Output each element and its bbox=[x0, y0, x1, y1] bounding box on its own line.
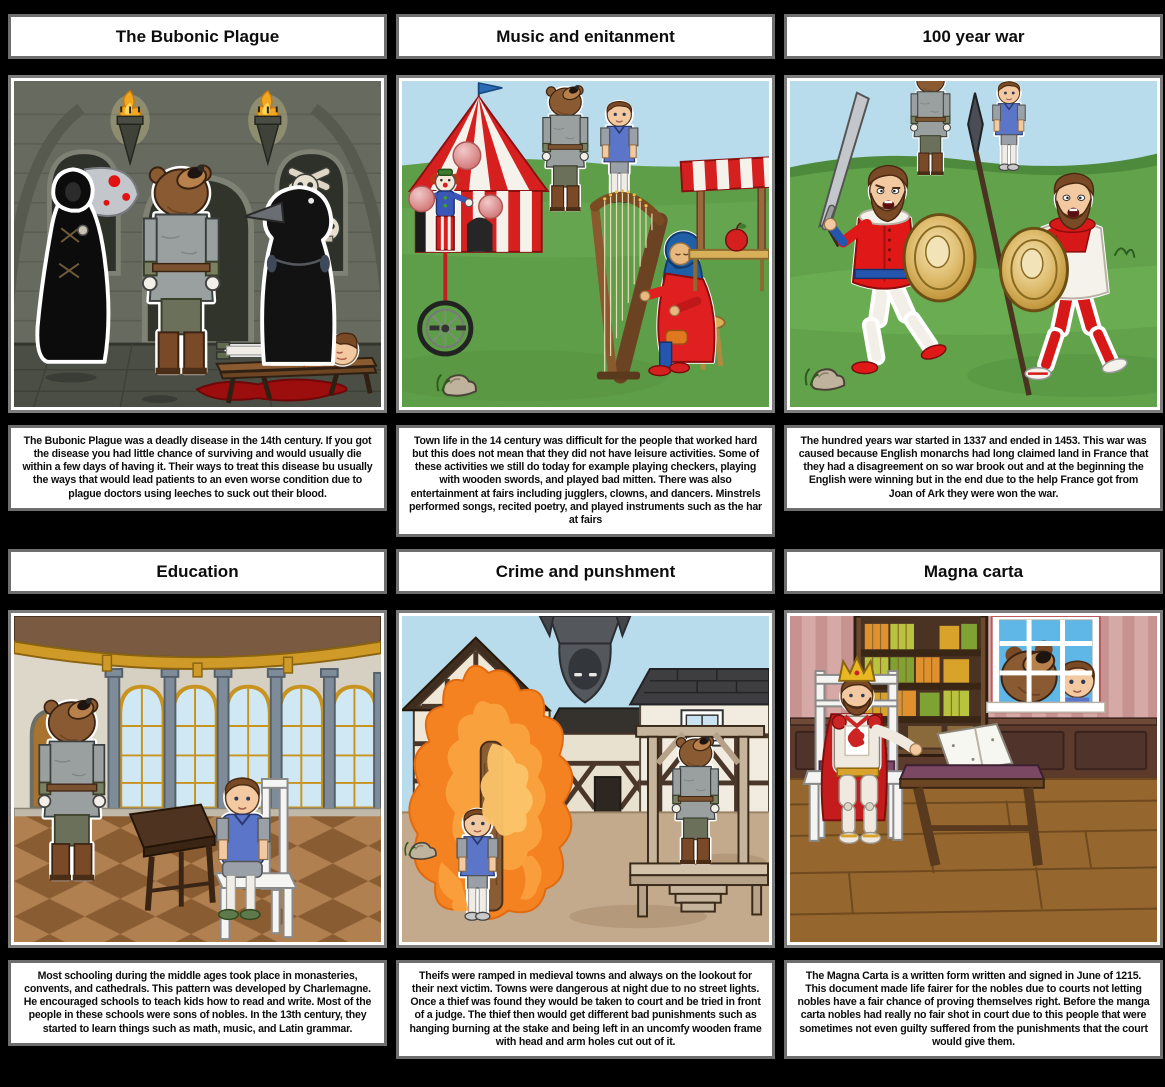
cell-title: 100 year war bbox=[784, 14, 1163, 59]
cell-description: The hundred years war started in 1337 and ended in 1453. This war was caused because English monarchs had long claimed land in France that they had a disagreement on so war brook out and at the beginning the English were winning but in the end due to the help France got from Joan of Ark they were won the war. bbox=[784, 425, 1163, 511]
cell-description: The Bubonic Plague was a deadly disease in the 14th century. If you got the disease you had little chance of surviving and would usually die within a few days of having it. Their ways to treat this disease bu usually the ways that would lead patients to an even worse condition due to plague doctors using leeches to suck out their blood. bbox=[8, 425, 387, 511]
apple bbox=[726, 229, 748, 251]
cell-title: Magna carta bbox=[784, 549, 1163, 594]
illustration-education bbox=[14, 616, 381, 942]
storyboard-cell-music-entertainment[interactable] bbox=[396, 14, 775, 537]
cell-image-frame bbox=[784, 610, 1163, 948]
cell-title: Crime and punshment bbox=[396, 549, 775, 594]
illustration-hundred-year-war bbox=[790, 81, 1157, 407]
storyboard-cell-bubonic-plague[interactable] bbox=[8, 14, 387, 511]
illustration-music-entertainment bbox=[402, 81, 769, 407]
window-with-onlookers bbox=[987, 616, 1105, 712]
cell-description: Town life in the 14 century was difficult for the people that worked hard but this does not mean that they did not have leisure activities. Some of these activities we still do today for example playing checkers, playing with wooden swords, and played bad mitten. There was also entertainment at fairs including jugglers, clowns, and dancers. Minstrels performed songs, recited poetry, and played instruments such as the har at fairs bbox=[396, 425, 775, 537]
cell-image-frame bbox=[8, 75, 387, 413]
illustration-bubonic-plague bbox=[14, 81, 381, 407]
cell-title: The Bubonic Plague bbox=[8, 14, 387, 59]
storyboard-cell-hundred-year-war[interactable] bbox=[784, 14, 1163, 511]
cell-image-frame bbox=[396, 610, 775, 948]
illustration-magna-carta bbox=[790, 616, 1157, 942]
cell-image-frame bbox=[784, 75, 1163, 413]
cell-image-frame bbox=[8, 610, 387, 948]
cell-image-frame bbox=[396, 75, 775, 413]
cell-description: Theifs were ramped in medieval towns and always on the lookout for their next victim. Towns were dangerous at night due to no street lights. Once a thief was found they would be taken to court and be tried in front of a judge. The thief then would get different bad punishments such as hanging burning at the stake and being left in an uncomfy wooden frame with head and arm holes cut out of it. bbox=[396, 960, 775, 1059]
cell-title: Music and enitanment bbox=[396, 14, 775, 59]
cell-title: Education bbox=[8, 549, 387, 594]
cell-description: The Magna Carta is a written form written and signed in June of 1215. This document made life fairer for the nobles due to courts not letting nobles have a fair chance of proving themselves right. Before the manga carta nobles had really no fair shot in court due to this people that were sometimes not even guilty suffered from the punishments that the court would give them. bbox=[784, 960, 1163, 1059]
storyboard-cell-crime-punishment[interactable] bbox=[396, 549, 775, 1059]
storyboard-cell-magna-carta[interactable] bbox=[784, 549, 1163, 1059]
cell-description: Most schooling during the middle ages took place in monasteries, convents, and cathedrals. This pattern was developed by Charlemagne. He encouraged schools to teach kids how to read and write. Most of the people in these schools were sons of nobles. In the 13th century, they started to learn things such as math, music, and Latin grammar. bbox=[8, 960, 387, 1046]
illustration-crime-punishment bbox=[402, 616, 769, 942]
storyboard-cell-education[interactable] bbox=[8, 549, 387, 1046]
